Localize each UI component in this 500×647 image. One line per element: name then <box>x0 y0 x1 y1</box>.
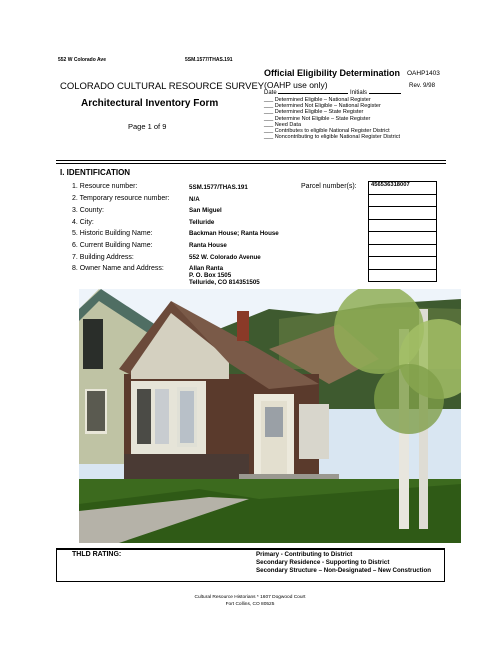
parcel-cell <box>369 232 437 245</box>
field-label: 4. City: <box>72 219 94 226</box>
parcel-cell <box>369 244 437 257</box>
thld-rating-label: THLD RATING: <box>72 551 122 558</box>
section-title: I. IDENTIFICATION <box>60 168 131 177</box>
parcel-cell <box>369 257 437 270</box>
form-title: Architectural Inventory Form <box>81 98 219 109</box>
checklist-item: ___ Noncontributing to eligible National Register District <box>264 134 401 141</box>
footer-line: Fort Collins, CO 80525 <box>225 602 275 607</box>
checklist-item: ___ Determine Not Eligible – State Register <box>264 115 371 122</box>
field-label: 8. Owner Name and Address: <box>72 265 164 272</box>
oahp-revision: Rev. 9/98 <box>409 82 436 89</box>
thld-rating-options <box>256 551 431 575</box>
field-label: 1. Resource number: <box>72 183 138 190</box>
eligibility-checklist <box>264 97 400 140</box>
oahp-use-only: (OAHP use only) <box>264 80 328 90</box>
rating-option: Secondary Structure – Non-Designated – New Construction <box>256 567 431 574</box>
owner-name: Allan Ranta <box>189 265 224 272</box>
footer-line: Cultural Resource Historians * 1607 Dogwood Court <box>194 595 306 600</box>
field-value: Backman House; Ranta House <box>189 230 279 237</box>
parcel-cell <box>369 194 437 207</box>
checklist-item: ___ Determined Eligible – National Register <box>264 97 371 103</box>
survey-title: COLORADO CULTURAL RESOURCE SURVEY <box>60 81 265 92</box>
house-illustration <box>79 289 461 543</box>
field-label: 2. Temporary resource number: <box>72 195 170 202</box>
page-number: Page 1 of 9 <box>128 122 167 131</box>
parcel-cell <box>369 207 437 220</box>
rating-option: Primary - Contributing to District <box>256 551 353 558</box>
field-value: 552 W. Colorado Avenue <box>189 254 261 261</box>
parcel-cell <box>369 269 437 282</box>
building-photograph <box>79 289 461 543</box>
owner-address-line: P. O. Box 1505 <box>189 272 232 279</box>
parcel-number-table <box>368 181 437 282</box>
field-label: 7. Building Address: <box>72 254 134 261</box>
checklist-item: ___ Contributes to eligible National Register District <box>264 128 390 135</box>
checklist-item: ___ Determined Not Eligible – National Register <box>264 103 381 110</box>
checklist-item: ___ Need Data <box>264 121 301 128</box>
parcel-cell <box>369 219 437 232</box>
field-label: 6. Current Building Name: <box>72 242 153 249</box>
checklist-item: ___ Determined Eligible – State Register <box>264 109 364 116</box>
date-field <box>264 90 401 96</box>
initials-label: Initials <box>350 90 368 96</box>
section-divider-top <box>56 160 446 161</box>
parcel-label: Parcel number(s): <box>301 183 357 190</box>
oahp-title: Official Eligibility Determination <box>264 68 401 78</box>
header-address: 552 W Colorado Ave <box>58 57 106 63</box>
section-divider-bottom <box>56 163 446 164</box>
date-label: Date <box>264 90 277 96</box>
oahp-form-code: OAHP1403 <box>407 70 440 77</box>
field-label: 3. County: <box>72 207 104 214</box>
field-value: Telluride <box>189 219 215 226</box>
field-label: 5. Historic Building Name: <box>72 230 153 237</box>
owner-address-line: Telluride, CO 814351505 <box>189 279 260 286</box>
field-value: Ranta House <box>189 242 227 249</box>
parcel-cell: 456536318007 <box>369 182 437 195</box>
header-resource-number: 5SM.1577/THAS.191 <box>185 57 233 63</box>
field-value: N/A <box>189 196 200 203</box>
field-value: San Miguel <box>189 207 222 214</box>
field-value: 5SM.1577/THAS.191 <box>189 184 248 191</box>
rating-option: Secondary Residence - Supporting to District <box>256 559 390 566</box>
